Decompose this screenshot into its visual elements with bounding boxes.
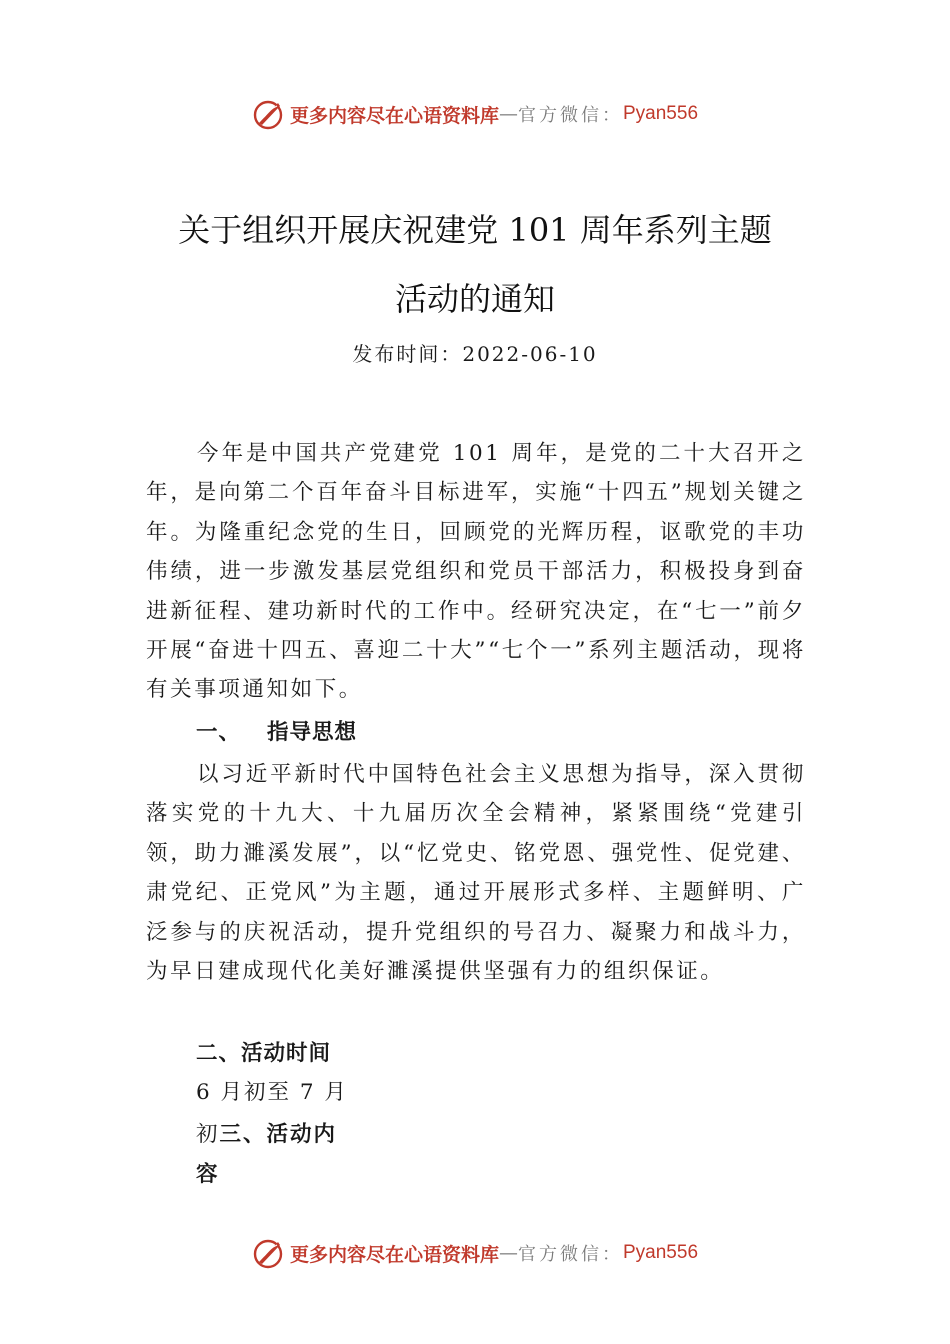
banner-wechat-id: Pyan556 — [623, 103, 699, 124]
section1-heading — [196, 715, 357, 746]
activity-time-line1: 6 月初至 7 月 — [196, 1080, 348, 1105]
banner-dash: — — [499, 103, 518, 125]
section1-number: 一、 — [196, 720, 242, 745]
banner-wechat-label: 官方微信： — [518, 105, 623, 126]
document-title-line2: 活动的通知 — [394, 280, 555, 318]
banner-wechat-id: Pyan556 — [623, 1242, 699, 1263]
section1-body: 以习近平新时代中国特色社会主义思想为指导，深入贯彻落实党的十九大、十九届历次全会精神，紧紧围绕“党建引领，助力濉溪发展”，以“忆党史、铭党恩、强党性、促党建、肃党纪、正党风”为主题，通过开展形式多样、主题鲜明、广泛参与的庆祝活动，提升党组织的号召力、凝聚力和战斗力，为早日建成现代化美好濉溪提供坚强有力的组织保证。 — [146, 762, 806, 985]
quill-logo-icon — [252, 97, 286, 131]
intro-paragraph: 今年是中国共产党建党 101 周年，是党的二十大召开之年，是向第二个百年奋斗目标进军，实施“十四五”规划关键之年。为隆重纪念党的生日，回顾党的光辉历程，讴歌党的丰功伟绩，进一步激发基层党组织和党员干部活力，积极投身到奋进新征程、建功新时代的工作中。经研究决定，在“七一”前夕开展“奋进十四五、喜迎二十大”“七个一”系列主题活动，现将有关事项通知如下。 — [146, 441, 806, 703]
section1-title: 指导思想 — [267, 720, 358, 745]
banner-brand-text: 更多内容尽在心语资料库 — [289, 104, 499, 127]
footer-watermark-banner — [0, 1233, 950, 1273]
banner-dash: — — [499, 1242, 518, 1264]
publish-date: 发布时间：2022-06-10 — [352, 342, 598, 366]
section3-heading-part2: 容 — [196, 1162, 220, 1187]
document-title-line1: 关于组织开展庆祝建党 101 周年系列主题 — [178, 211, 772, 249]
header-watermark-banner — [0, 94, 950, 134]
activity-time-line2 — [196, 1117, 337, 1148]
section2-heading: 二、活动时间 — [196, 1041, 332, 1066]
banner-wechat-label: 官方微信： — [518, 1244, 623, 1265]
quill-logo-icon — [252, 1236, 286, 1270]
activity-time-tail: 初 — [196, 1122, 220, 1147]
banner-brand-text: 更多内容尽在心语资料库 — [289, 1243, 499, 1266]
section3-heading-part1: 三、活动内 — [219, 1122, 338, 1147]
